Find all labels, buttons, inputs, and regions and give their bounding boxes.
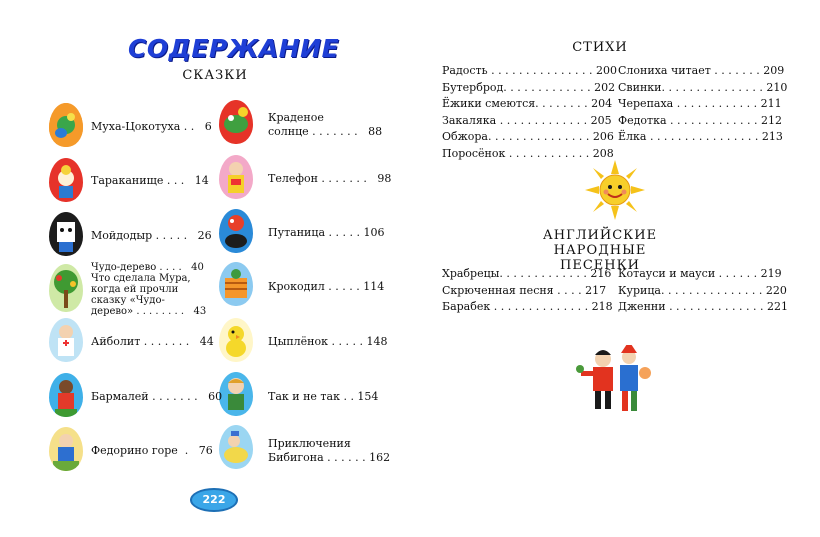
toc-entry: Закаляка . . . . . . . . . . . . . 205 [442, 113, 612, 127]
toc-entry: Курица. . . . . . . . . . . . . . . 220 [618, 283, 787, 297]
toc-entry: Так и не так . . 154 [268, 390, 379, 403]
toc-entry: Федорино горе . 76 [91, 444, 213, 457]
section-heading-fairytales: СКАЗКИ [182, 68, 248, 83]
cockroach-illustration-icon [49, 158, 83, 202]
toc-entry: Ёлка . . . . . . . . . . . . . . . . 213 [618, 130, 783, 143]
toc-entry: Крокодил . . . . . 114 [268, 280, 385, 293]
toc-entry: Дженни . . . . . . . . . . . . . . 221 [618, 300, 788, 313]
right-page [410, 0, 820, 537]
crocodile-illustration-icon [219, 262, 253, 306]
toc-entry: Краденое солнце . . . . . . . 88 [268, 111, 383, 138]
toc-entry: Скрюченная песня . . . . 217 [442, 283, 607, 297]
toc-entry: Обжора. . . . . . . . . . . . . . . 206 [442, 130, 614, 143]
toc-entry: Барабек . . . . . . . . . . . . . . 218 [442, 300, 613, 313]
toc-entry: Ёжики смеются. . . . . . . . 204 [442, 97, 613, 110]
barmaley-illustration-icon [49, 373, 83, 417]
toc-entry: Цыплёнок . . . . . 148 [268, 335, 388, 348]
toc-entry: Слониха читает . . . . . . . 209 [618, 64, 785, 77]
page-number-badge: 222 [190, 488, 238, 512]
crocodile-sun-illustration-icon [219, 100, 253, 144]
section-heading-line: АНГЛИЙСКИЕ [542, 228, 658, 243]
toc-entry: Телефон . . . . . . . 98 [268, 172, 392, 185]
toc-entry: Приключения Бибигона . . . . . . 162 [268, 437, 391, 464]
songs-column-2 [618, 266, 788, 316]
toc-entry: Бармалей . . . . . . . 60 [91, 390, 223, 403]
toc-entry: Бутерброд. . . . . . . . . . . . . 202 [442, 80, 616, 94]
page-title: СОДЕРЖАНИЕ [128, 34, 340, 63]
toc-entry: Котауси и мауси . . . . . . 219 [618, 267, 782, 280]
toc-entry: Чудо-дерево . . . . 40 Что сделала Мура, когда ей прочли сказку «Чудо- дерево» . . . . . . . . 43 [91, 262, 207, 317]
toc-entry: Муха-Цокотуха . . 6 [91, 120, 212, 133]
characters-illustration-icon [575, 345, 655, 417]
toc-entry: Храбрецы. . . . . . . . . . . . . 216 [442, 267, 612, 280]
songs-column-1 [442, 266, 613, 316]
toc-entry: Черепаха . . . . . . . . . . . . 211 [618, 97, 782, 110]
miracle-tree-illustration-icon [49, 264, 83, 312]
telephone-illustration-icon [219, 155, 253, 199]
toc-entry: Мойдодыр . . . . . 26 [91, 229, 212, 242]
toc-entry: Поросёнок . . . . . . . . . . . . 208 [442, 146, 614, 160]
toc-entry: Радость . . . . . . . . . . . . . . . 200 [442, 64, 617, 77]
fly-tsokotukha-illustration-icon [49, 103, 83, 147]
toc-entry: Федотка . . . . . . . . . . . . . 212 [618, 113, 782, 127]
fedora-illustration-icon [49, 427, 83, 471]
toc-entry: Путаница . . . . . 106 [268, 226, 385, 239]
boy-illustration-icon [219, 372, 253, 416]
poems-column-2 [618, 63, 788, 146]
bibigon-illustration-icon [219, 425, 253, 469]
poems-column-1 [442, 63, 617, 162]
toc-entry: Тараканище . . . 14 [91, 174, 209, 187]
sun-illustration-icon [585, 160, 645, 220]
toc-entry: Айболит . . . . . . . 44 [91, 335, 214, 348]
section-heading-line: НАРОДНЫЕ ПЕСЕНКИ [553, 243, 647, 273]
chick-illustration-icon [219, 318, 253, 362]
toc-entry: Свинки. . . . . . . . . . . . . . . 210 [618, 80, 788, 94]
confusion-illustration-icon [219, 209, 253, 253]
aibolit-illustration-icon [49, 318, 83, 362]
section-heading-poems: СТИХИ [572, 40, 628, 55]
moidodyr-illustration-icon [49, 212, 83, 256]
